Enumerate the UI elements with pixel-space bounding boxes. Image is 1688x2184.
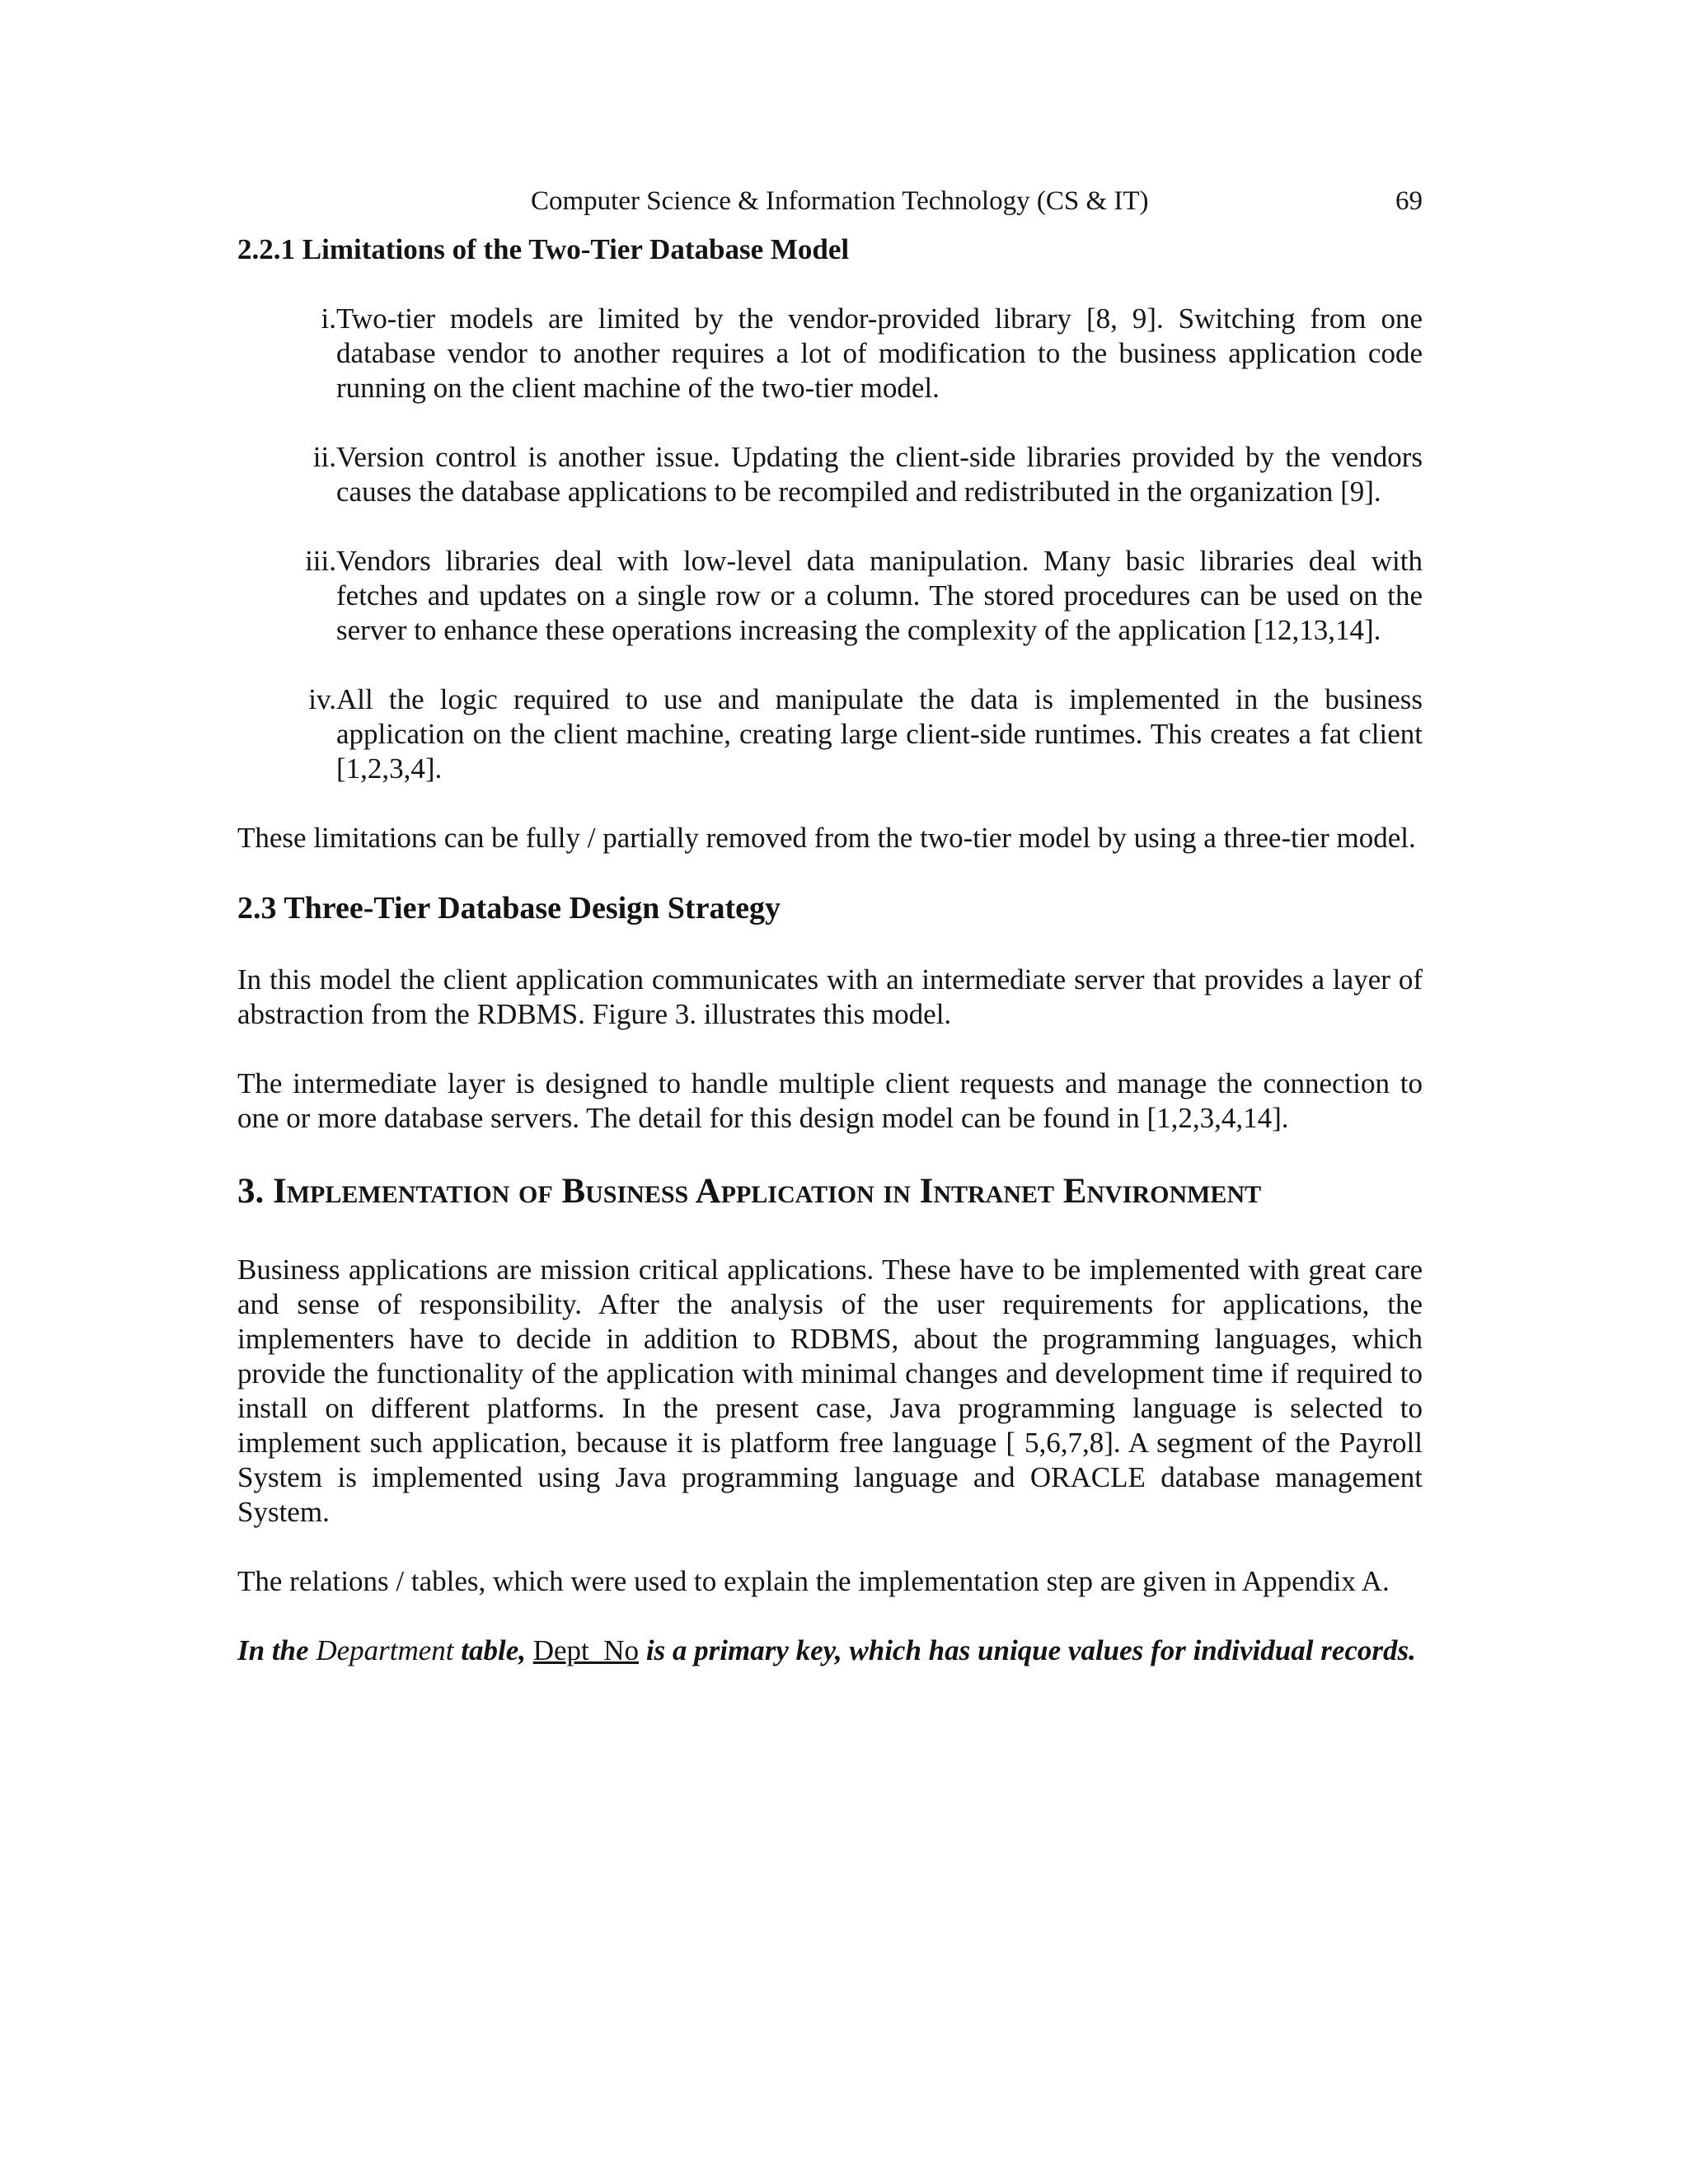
journal-title: Computer Science & Information Technology (CS & IT) xyxy=(531,186,1149,216)
table-name: Department xyxy=(316,1634,454,1666)
list-marker: ii. xyxy=(312,441,336,473)
running-header xyxy=(237,183,1423,219)
limitation-item-2 xyxy=(237,440,1423,509)
implementation-paragraph-2: The relations / tables, which were used to explain the implementation step are given in Appendix A. xyxy=(237,1565,1390,1597)
three-tier-paragraph-2: The intermediate layer is designed to handle multiple client requests and manage the connection to one or more database servers. The detail for this design model can be found in [1,2,3,4,14]. xyxy=(237,1067,1423,1134)
statement-part-3: is a primary key, which has unique values for individual records. xyxy=(639,1634,1416,1666)
list-marker: iii. xyxy=(305,545,336,577)
primary-key-statement xyxy=(237,1633,1423,1668)
list-item-text: Two-tier models are limited by the vendor-provided library [8, 9]. Switching from one database vendor to another requires a lot of modification to the business application code running on the client machine of the two-tier model. xyxy=(336,302,1423,404)
list-item-text: Vendors libraries deal with low-level data manipulation. Many basic libraries deal with fetches and updates on a single row or a column. The stored procedures can be used on the server to enhance these operations increasing the complexity of the application [12,13,14]. xyxy=(336,545,1423,646)
list-item-text: Version control is another issue. Updating the client-side libraries provided by the vendors causes the database applications to be recompiled and redistributed in the organization [9]. xyxy=(336,441,1423,508)
section-2-2-1-heading: 2.2.1 Limitations of the Two-Tier Database Model xyxy=(237,233,850,265)
implementation-paragraph-1: Business applications are mission critical applications. These have to be implemented with great care and sense of responsibility. After the analysis of the user requirements for applications, the implementers have to decide in addition to RDBMS, about the programming languages, which provide the functionality of the application with minimal changes and development time if required to install on different platforms. In the present case, Java programming language is selected to implement such application, because it is platform free language [ 5,6,7,8]. A segment of the Payroll System is implemented using Java programming language and ORACLE database management System. xyxy=(237,1254,1423,1528)
limitation-item-3 xyxy=(237,544,1423,648)
list-item-text: All the logic required to use and manipulate the data is implemented in the business application on the client machine, creating large client-side runtimes. This creates a fat client [1,2,3,4]. xyxy=(336,683,1423,785)
limitation-item-1 xyxy=(237,302,1423,405)
statement-part-1: In the xyxy=(237,1634,316,1666)
three-tier-paragraph-1: In this model the client application communicates with an intermediate server that provides a layer of abstraction from the RDBMS. Figure 3. illustrates this model. xyxy=(237,963,1423,1030)
page-body xyxy=(237,232,1423,1668)
list-marker: i. xyxy=(321,302,336,335)
statement-part-2: table, xyxy=(453,1634,533,1666)
section-3-heading: 3. Implementation of Business Application in Intranet Environment xyxy=(237,1172,1262,1211)
list-marker: iv. xyxy=(308,683,336,715)
page-number: 69 xyxy=(1395,186,1423,216)
limitation-item-4 xyxy=(237,682,1423,786)
limitations-closing-paragraph: These limitations can be fully / partially removed from the two-tier model by using a three-tier model. xyxy=(237,822,1416,854)
primary-key-name: Dept_No xyxy=(532,1634,640,1666)
section-2-3-heading: 2.3 Three-Tier Database Design Strategy xyxy=(237,891,781,926)
